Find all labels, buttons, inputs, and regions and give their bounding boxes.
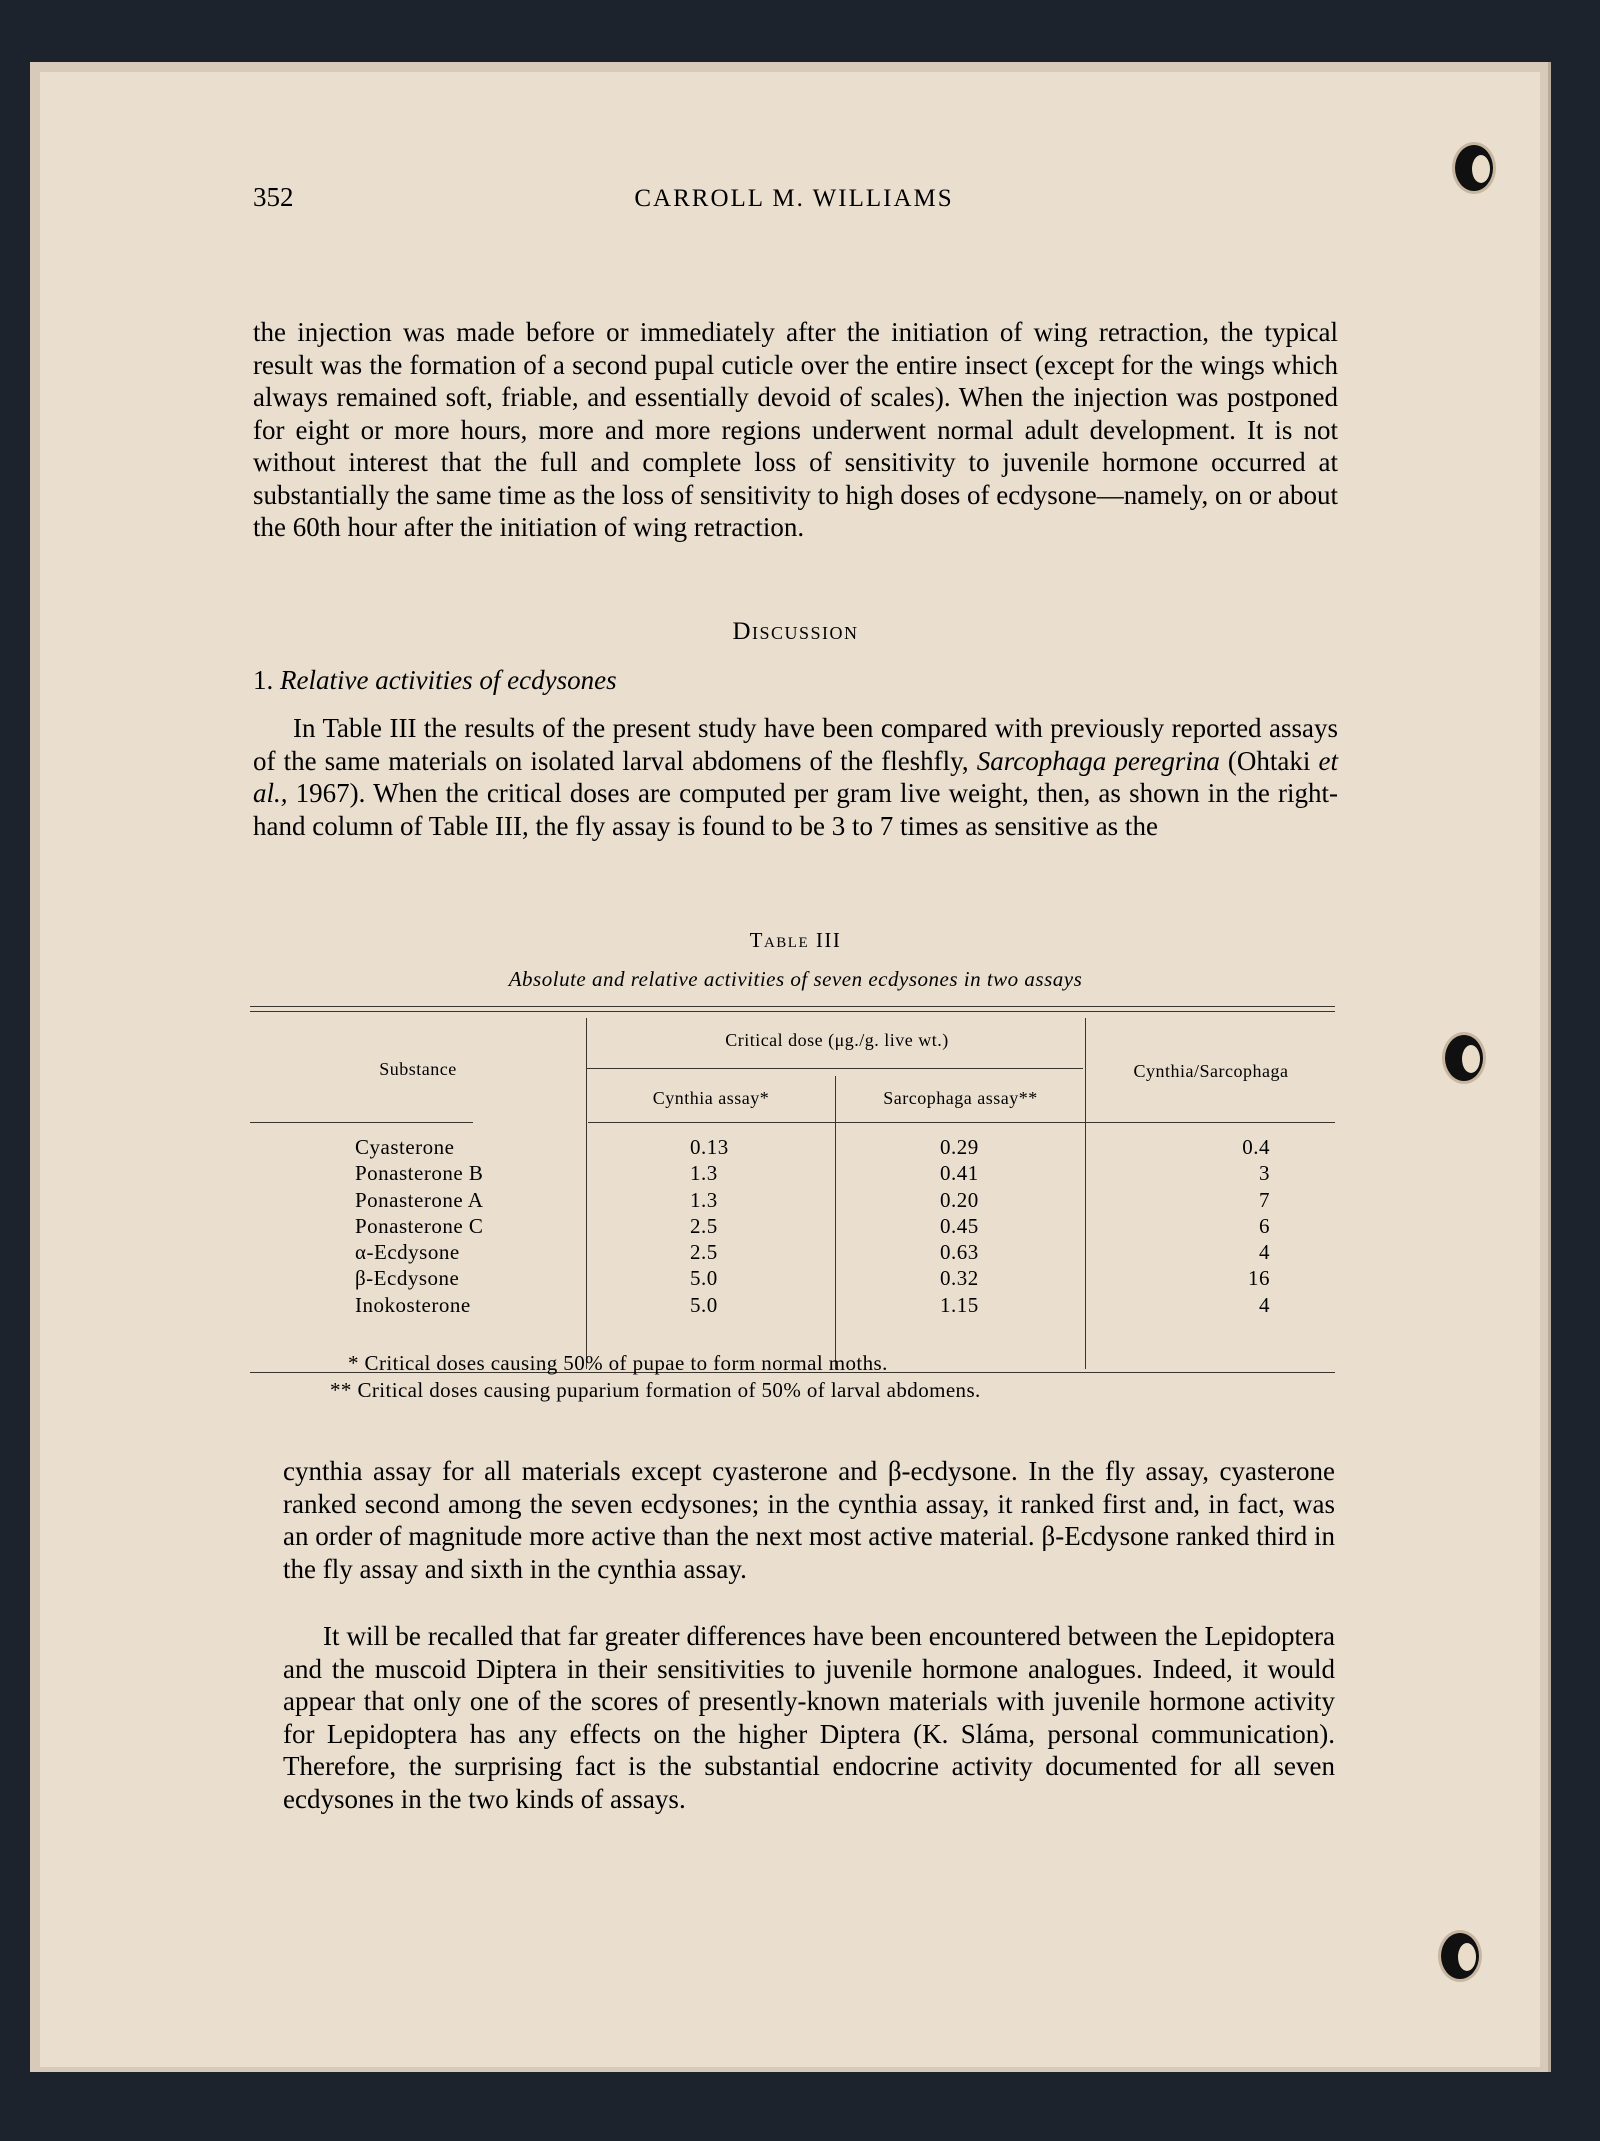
cell-ratio: 4 (1259, 1292, 1270, 1317)
paragraph-discussion-part-3: 1967). When the critical doses are computed per gram live weight, then, as shown in the right-hand column of Table III, the fly assay is found to be 3 to 7 times as sensitive as the (253, 778, 1338, 841)
header-substance: Substance (379, 1059, 457, 1079)
cell-ratio: 7 (1259, 1187, 1270, 1212)
cell-ratio: 0.4 (1242, 1135, 1270, 1159)
cell-substance: Ponasterone A (355, 1187, 484, 1212)
header-cynthia-assay: Cynthia assay* (652, 1088, 770, 1108)
table-vline-1 (586, 1018, 587, 1369)
table-caption: Table III (749, 928, 842, 952)
cell-substance: α-Ecdysone (355, 1240, 460, 1265)
paragraph-discussion (253, 712, 1338, 842)
punch-hole-middle (1442, 1032, 1486, 1084)
cell-substance: Ponasterone C (355, 1213, 484, 1238)
cell-substance: Ponasterone B (355, 1161, 484, 1186)
cell-cynthia: 0.13 (690, 1135, 729, 1159)
paragraph-after-table (283, 1455, 1335, 1585)
page-number: 352 (253, 182, 294, 212)
et-al: et al., (253, 745, 1338, 808)
footnote-2: ** Critical doses causing puparium formation of 50% of larval abdomens. (330, 1378, 981, 1402)
cell-cynthia: 5.0 (690, 1266, 718, 1291)
cell-sarcophaga: 0.29 (940, 1135, 979, 1159)
table-vline-2 (835, 1076, 836, 1369)
cell-sarcophaga: 0.32 (940, 1266, 979, 1291)
punch-hole-bottom (1438, 1930, 1482, 1982)
table-footnotes (330, 1350, 981, 1404)
footnote-1: * Critical doses causing 50% of pupae to form normal moths. (348, 1351, 888, 1375)
cell-cynthia: 1.3 (690, 1161, 718, 1186)
paragraph-discussion-part-2: (Ohtaki (1219, 745, 1319, 776)
paragraph-last (283, 1620, 1335, 1815)
paragraph-discussion-part-1: In Table III the results of the present study have been compared with previously reported assays of the same materials on isolated larval abdomens of the fleshfly, (253, 713, 1338, 776)
header-critical-dose: Critical dose (μg./g. live wt.) (725, 1030, 949, 1050)
header-ratio: Cynthia/Sarcophaga (1133, 1061, 1289, 1081)
cell-sarcophaga: 0.20 (940, 1187, 979, 1212)
critical-dose-rule (587, 1068, 1083, 1069)
cell-cynthia: 2.5 (690, 1240, 718, 1265)
paragraph-after-table-text: cynthia assay for all materials except cyasterone and β-ecdysone. In the fly assay, cyasterone ranked second among the seven ecdysones; in the cynthia assay, it ranked first and, in fact, was an order of magnitude more active than the next most active material. β-Ecdysone ranked third in the fly assay and sixth in the cynthia assay. (283, 1456, 1335, 1584)
cell-substance: Cyasterone (355, 1135, 455, 1159)
header-rule-substance (250, 1122, 473, 1123)
header-rule-values (588, 1122, 1335, 1123)
cell-substance: β-Ecdysone (355, 1266, 460, 1291)
cell-cynthia: 2.5 (690, 1213, 718, 1238)
cell-sarcophaga: 0.45 (940, 1213, 979, 1238)
column-sarcophaga (940, 1134, 979, 1318)
running-header-author: CARROLL M. WILLIAMS (634, 185, 954, 212)
cell-cynthia: 5.0 (690, 1292, 718, 1317)
cell-sarcophaga: 0.41 (940, 1161, 979, 1186)
header-sarcophaga-assay: Sarcophaga assay** (883, 1088, 1038, 1108)
cell-ratio: 6 (1259, 1213, 1270, 1238)
cell-ratio: 4 (1259, 1240, 1270, 1265)
cell-cynthia: 1.3 (690, 1187, 718, 1212)
cell-sarcophaga: 0.63 (940, 1240, 979, 1265)
punch-hole-top (1452, 142, 1496, 194)
cell-ratio: 3 (1259, 1161, 1270, 1186)
subsection-number: 1. (253, 665, 274, 695)
column-substance (355, 1134, 483, 1318)
paragraph-top (253, 316, 1338, 544)
table-subcaption: Absolute and relative activities of seven ecdysones in two assays (508, 967, 1083, 991)
cell-substance: Inokosterone (355, 1292, 471, 1317)
cell-sarcophaga: 1.15 (940, 1292, 979, 1317)
paragraph-discussion-text (253, 712, 1338, 842)
paragraph-last-text: It will be recalled that far greater differences have been encountered between the Lepidoptera and the muscoid Diptera in their sensitivities to juvenile hormone analogues. Indeed, it would appear that only one of the scores of presently-known materials with juvenile hormone activity for Lepidoptera has any effects on the higher Diptera (K. Sláma, personal communication). Therefore, the surprising fact is the substantial endocrine activity documented for all seven ecdysones in the two kinds of assays. (283, 1621, 1335, 1814)
data-table (250, 1006, 1335, 1338)
column-cynthia (690, 1134, 729, 1318)
paragraph-top-text: the injection was made before or immediately after the initiation of wing retraction, the typical result was the formation of a second pupal cuticle over the entire insect (except for the wings which always remained soft, friable, and essentially devoid of scales). When the injection was postponed for eight or more hours, more and more regions underwent normal adult development. It is not without interest that the full and complete loss of sensitivity to juvenile hormone occurred at substantially the same time as the loss of sensitivity to high doses of ecdysone—namely, on or about the 60th hour after the initiation of wing retraction. (253, 317, 1338, 542)
column-ratio (1190, 1134, 1270, 1318)
section-heading: Discussion (732, 618, 859, 645)
subsection-heading (253, 665, 617, 696)
cell-ratio: 16 (1248, 1266, 1270, 1291)
table-top-rule (250, 1006, 1335, 1007)
species-name: Sarcophaga peregrina (976, 745, 1220, 776)
table-top-rule-2 (250, 1011, 1335, 1012)
subsection-title: Relative activities of ecdysones (280, 665, 617, 695)
